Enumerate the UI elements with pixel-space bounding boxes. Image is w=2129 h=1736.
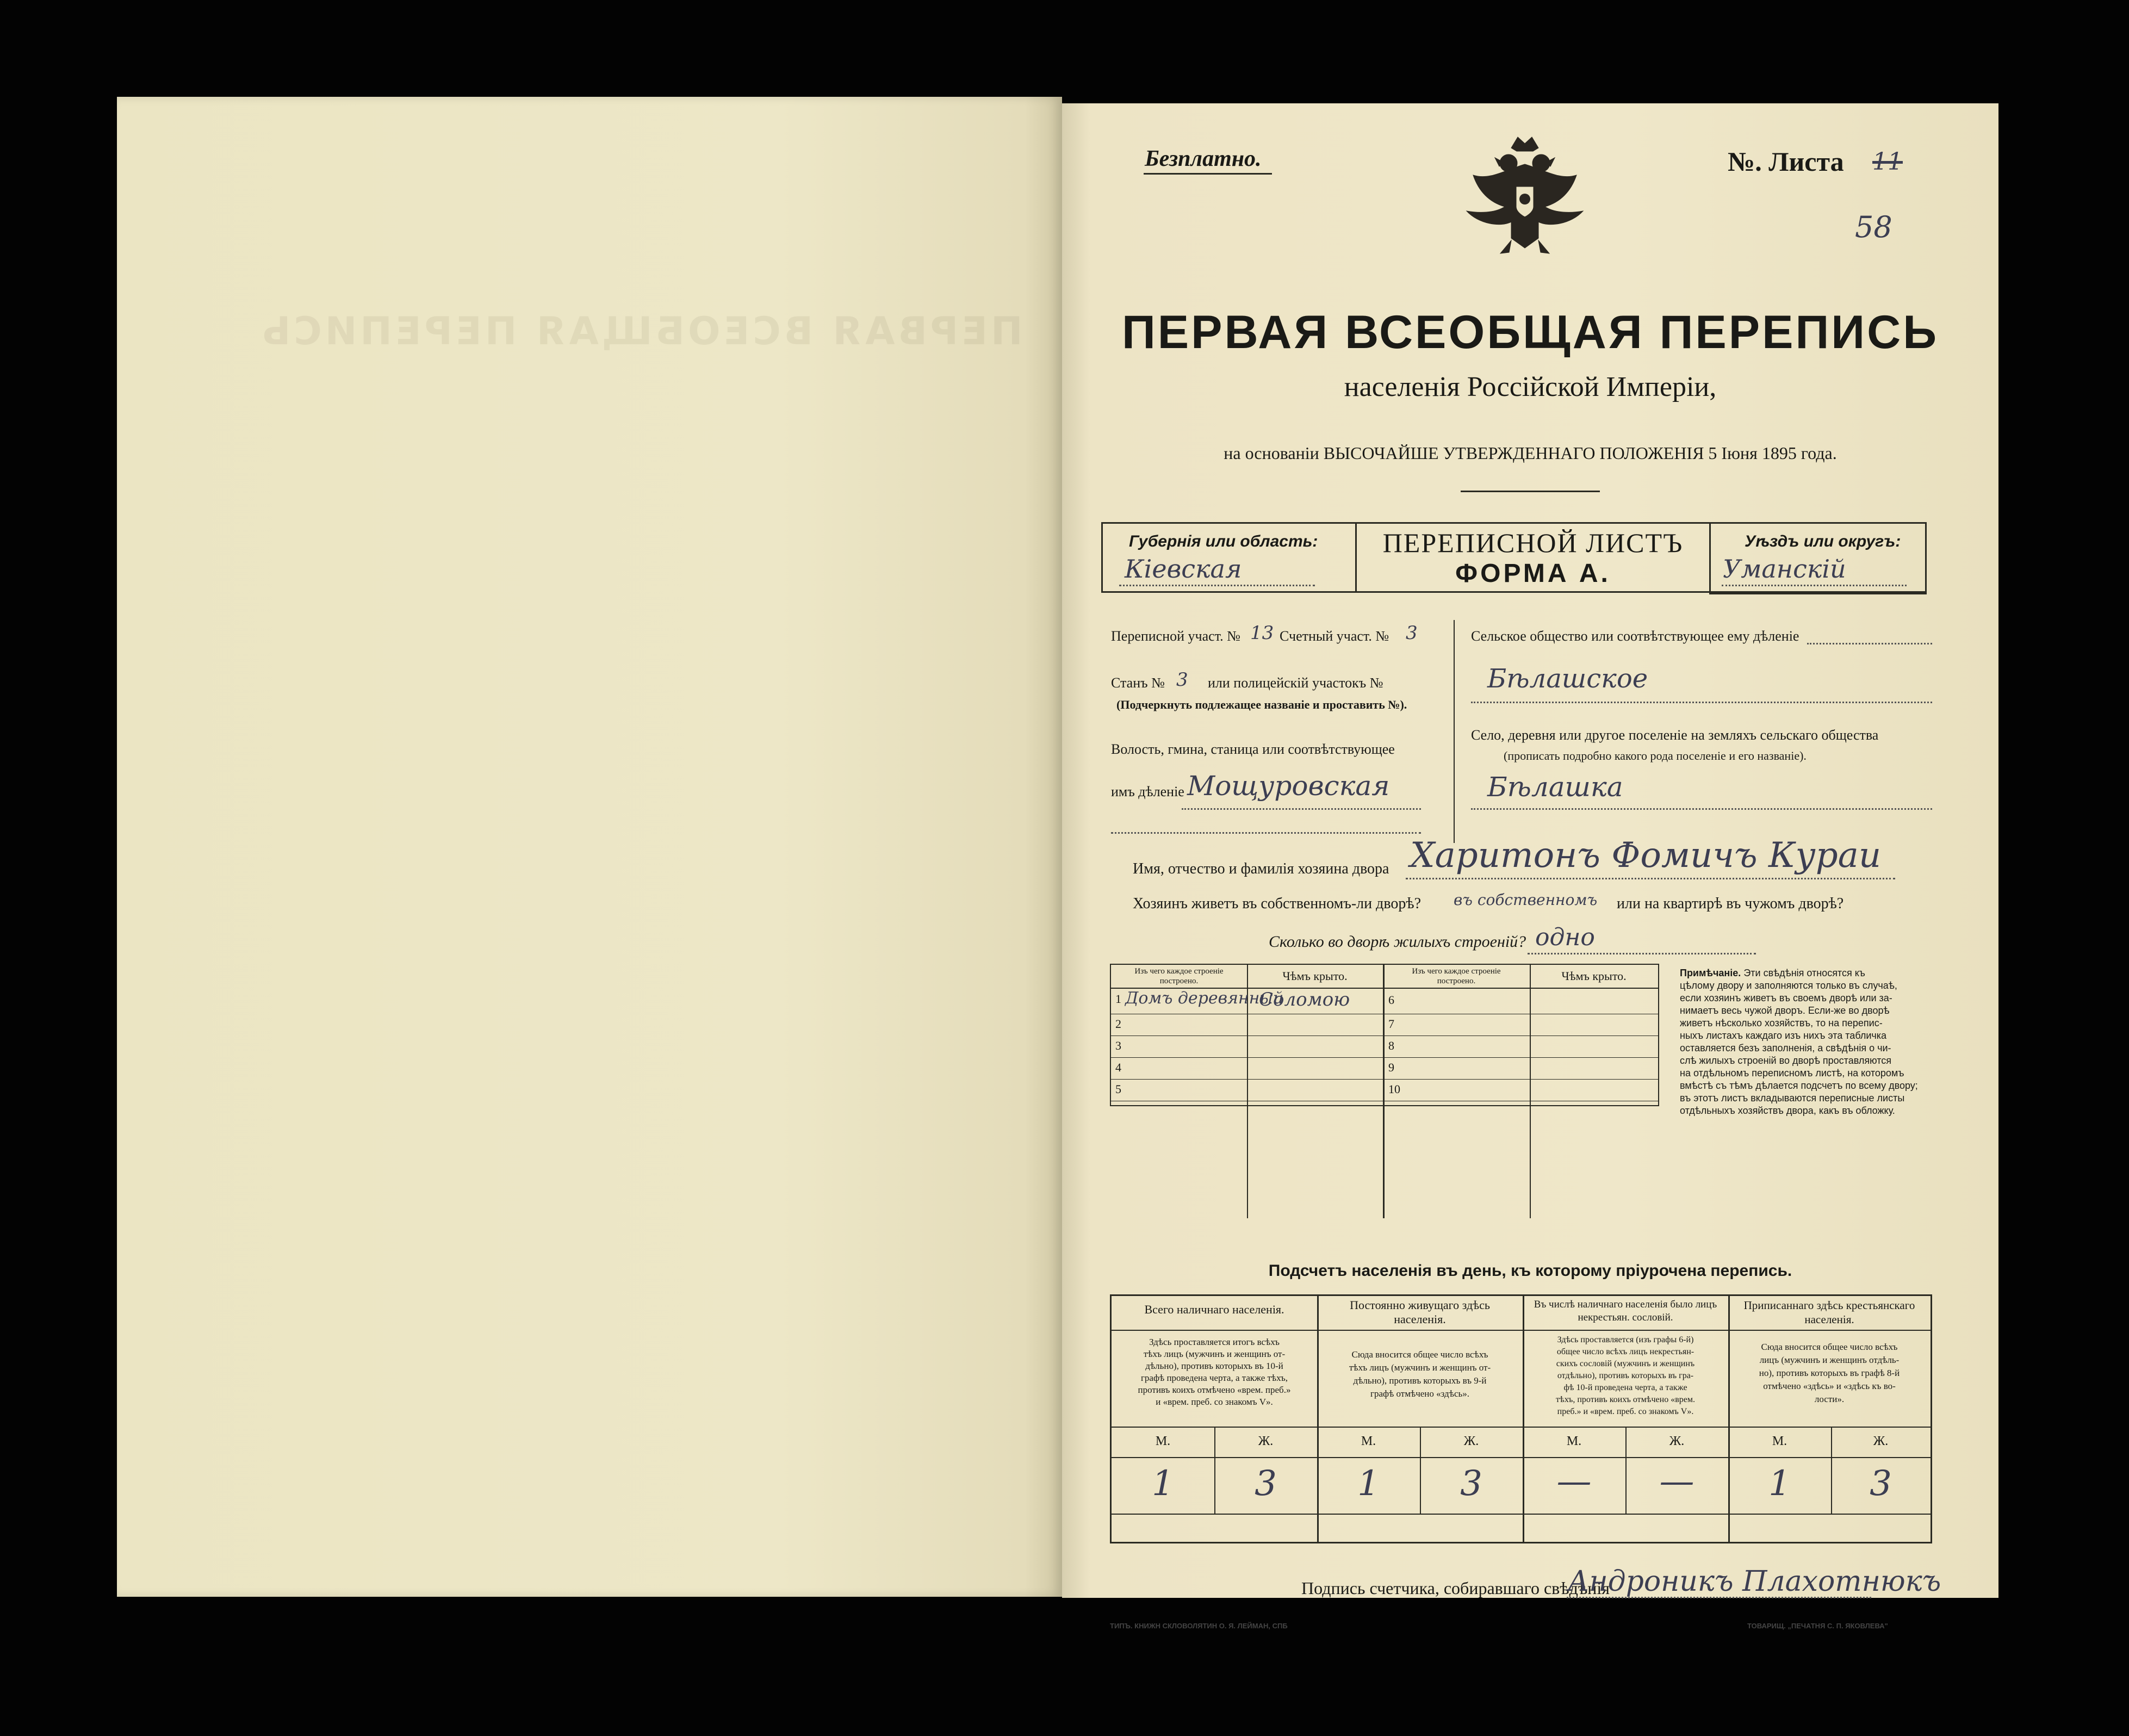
note-line: цѣлому двору и заполняются только въ случаѣ,	[1680, 980, 1897, 991]
pt-desc-line: тѣхъ, противъ коихъ отмѣчено «врем.	[1556, 1395, 1695, 1404]
stan-label: Станъ №	[1111, 675, 1165, 691]
free-label-underline	[1144, 173, 1272, 175]
pt-col-3-zh-value: —	[1659, 1461, 1694, 1502]
fields-column-divider	[1454, 620, 1455, 843]
pt-col-divider	[1317, 1296, 1319, 1542]
form-title-line2: ФОРМА А.	[1455, 559, 1611, 588]
volost-label: Волость, гмина, станица или соотвѣтствующее	[1111, 741, 1395, 757]
note-line: нимаетъ весь чужой дворъ. Если-же во дворѣ	[1680, 1005, 1890, 1016]
bt-row-1-roof: Соломою	[1259, 989, 1350, 1010]
buildings-table	[1110, 964, 1659, 1106]
free-label: Безплатно.	[1145, 146, 1262, 171]
gubernia-value: Кіевская	[1125, 554, 1242, 584]
note-label: Примѣчаніе.	[1680, 968, 1741, 978]
pt-desc-line: графѣ отмѣчено «здѣсь».	[1370, 1388, 1469, 1399]
police-label: или полицейскій участокъ №	[1208, 675, 1383, 691]
census-subtitle: населенія Россійской Имперіи,	[1344, 371, 1717, 402]
imperial-eagle-emblem	[1457, 132, 1593, 260]
bt-row-number: 1	[1115, 992, 1121, 1006]
pt-desc-line: тѣхъ лицъ (мужчинъ и женщинъ от-	[1349, 1362, 1491, 1373]
pt-desc-line: Сюда вносится общее число всѣхъ	[1351, 1349, 1488, 1360]
bt-row-number-right: 9	[1388, 1061, 1394, 1074]
village-note: (прописать подробно какого рода поселеніе и его названіе).	[1504, 749, 1807, 762]
bt-row-rule	[1111, 1057, 1658, 1058]
census-form-page	[1062, 103, 1998, 1630]
sheet-number-handwritten: 58	[1855, 210, 1892, 244]
bt-row-number-right: 10	[1388, 1082, 1400, 1096]
society-value: Бѣлашское	[1487, 664, 1648, 694]
sheet-number-crossed: 11	[1872, 148, 1903, 176]
signature-dotted-line	[1567, 1597, 1871, 1598]
note-line: живетъ нѣсколько хозяйствъ, то на перепис-	[1680, 1018, 1883, 1028]
pt-col-3-m-value: —	[1556, 1461, 1592, 1502]
pt-zh-label: Ж.	[1258, 1434, 1274, 1448]
uezd-dotted-line	[1722, 585, 1907, 586]
bt-row-number-right: 8	[1388, 1039, 1394, 1052]
pt-desc-line: противъ коихъ отмѣчено «врем. преб.»	[1138, 1385, 1291, 1395]
header-bottom-rule	[1709, 593, 1927, 594]
bt-row-1-material: Домъ деревянный	[1125, 989, 1284, 1008]
census-basis-line: на основаніи ВЫСОЧАЙШЕ УТВЕРЖДЕННАГО ПОЛОЖЕНІЯ 5 Іюня 1895 года.	[1224, 443, 1837, 463]
volost-label-2: имъ дѣленіе	[1111, 784, 1184, 799]
society-label: Сельское общество или соотвѣтствующее ему дѣленіе	[1471, 628, 1799, 644]
bt-header-roof-right: Чѣмъ крыто.	[1561, 969, 1627, 983]
pt-zh-label: Ж.	[1669, 1434, 1685, 1448]
pt-desc-line: но), противъ которыхъ въ графѣ 8-й	[1759, 1368, 1900, 1378]
gubernia-label: Губернія или область:	[1129, 532, 1318, 550]
pt-col-divider	[1523, 1296, 1524, 1542]
bt-header-material-right: Изъ чего каждое строеніе построено.	[1412, 967, 1501, 985]
pt-desc-line: лости».	[1814, 1394, 1845, 1404]
volost-value: Мощуровская	[1187, 770, 1390, 802]
pt-col-3-header: Въ числѣ наличнаго населенія было лицъ некрестьян. сословій.	[1534, 1299, 1717, 1323]
left-page-blank	[117, 97, 1062, 1597]
society-dotted-line-2	[1471, 702, 1932, 703]
form-title-line1: ПЕРЕПИСНОЙ ЛИСТЪ	[1382, 528, 1684, 558]
ornamental-divider	[1461, 491, 1600, 492]
pt-m-label: М.	[1772, 1434, 1787, 1448]
uezd-label: Уѣздъ или округъ:	[1745, 532, 1901, 550]
apartment-label: или на квартирѣ въ чужомъ дворѣ?	[1617, 895, 1844, 912]
pt-zh-label: Ж.	[1873, 1434, 1889, 1448]
pt-m-label: М.	[1361, 1434, 1376, 1448]
population-table	[1110, 1294, 1932, 1543]
note-line: въ этотъ листъ вкладываются переписные листы	[1680, 1093, 1905, 1103]
pt-col-divider	[1728, 1296, 1730, 1542]
form-title-box	[1357, 522, 1709, 593]
village-label: Село, деревня или другое поселеніе на земляхъ сельскаго общества	[1471, 727, 1879, 743]
signature-label: Подпись счетчика, собиравшаго свѣдѣнія	[1301, 1578, 1610, 1598]
note-line: отдѣльныхъ хозяйствъ двора, какъ въ обложку.	[1680, 1105, 1895, 1116]
pt-col-1-header: Всего наличнаго населенія.	[1144, 1303, 1284, 1316]
pt-desc-line: фѣ 10-й проведена черта, а также	[1563, 1383, 1687, 1392]
pt-desc-line: скихъ сословій (мужчинъ и женщинъ	[1556, 1359, 1695, 1368]
pt-desc-line: дѣльно), противъ которыхъ въ 10-й	[1145, 1361, 1283, 1371]
buildings-count-value: одно	[1535, 923, 1595, 951]
gubernia-box	[1101, 522, 1357, 593]
pt-desc-line: Здѣсь проставляется итогъ всѣхъ	[1149, 1337, 1280, 1347]
count-value: 3	[1406, 622, 1418, 644]
pt-desc-line: дѣльно), противъ которыхъ въ 9-й	[1353, 1375, 1487, 1386]
pt-desc-line: общее число всѣхъ лицъ некрестьян-	[1556, 1347, 1694, 1356]
bt-col-divider-2	[1383, 965, 1385, 1218]
printer-right: ТОВАРИЩ. „ПЕЧАТНЯ С. П. ЯКОВЛЕВА"	[1747, 1622, 1888, 1630]
pt-desc-line: Здѣсь проставляется (изъ графы 6-й)	[1557, 1335, 1694, 1344]
pt-m-label: М.	[1566, 1434, 1582, 1448]
pt-m-label: М.	[1155, 1434, 1171, 1448]
bt-header-material-left: Изъ чего каждое строеніе построено.	[1134, 967, 1224, 985]
owner-name-dotted-line	[1406, 878, 1895, 879]
pt-col-4-desc	[1728, 1341, 1931, 1406]
pt-desc-line: Сюда вносится общее число всѣхъ	[1761, 1342, 1898, 1352]
underline-note: (Подчеркнуть подлежащее названіе и проставить №).	[1116, 698, 1407, 711]
pt-col-2-desc	[1317, 1348, 1523, 1400]
note-line: на отдѣльномъ переписномъ листѣ, на которомъ	[1680, 1068, 1904, 1078]
bt-row-number: 4	[1115, 1061, 1121, 1074]
pt-desc-line: тѣхъ лицъ (мужчинъ и женщинъ от-	[1143, 1349, 1286, 1359]
pt-desc-rule	[1112, 1427, 1931, 1428]
bt-col-divider-3	[1530, 965, 1531, 1218]
buildings-count-dotted-line	[1528, 953, 1756, 954]
pt-col-2-header: Постоянно живущаго здѣсь населенія.	[1350, 1298, 1490, 1326]
bt-row-number-right: 6	[1388, 993, 1394, 1007]
village-value: Бѣлашка	[1487, 771, 1623, 803]
note-block	[1680, 967, 1935, 1117]
printer-left: ТИПЪ. КНИЖН СКЛОВОЛЯТИН О. Я. ЛЕЙМАН, СПБ	[1110, 1622, 1288, 1630]
pt-col-2-m-value: 1	[1357, 1464, 1380, 1504]
uezd-value: Уманскій	[1723, 554, 1846, 584]
owner-lives-value: въ собственномъ	[1454, 891, 1598, 909]
pt-desc-line: и «врем. преб. со знакомъ V».	[1156, 1397, 1273, 1407]
pt-col-2-zh-value: 3	[1460, 1464, 1482, 1504]
village-dotted-line	[1471, 808, 1932, 810]
volost-dotted-line	[1182, 808, 1421, 810]
census-main-title: ПЕРВАЯ ВСЕОБЩАЯ ПЕРЕПИСЬ	[1121, 306, 1939, 358]
note-line: вмѣстѣ съ тѣмъ дѣлается подсчетъ по всему двору;	[1680, 1080, 1918, 1091]
pt-desc-line: графѣ проведена черта, а также тѣхъ,	[1140, 1373, 1288, 1383]
bt-row-number: 3	[1115, 1039, 1121, 1052]
pt-desc-line: отдѣльно), противъ которыхъ въ гра-	[1557, 1371, 1694, 1380]
pt-desc-line: преб.» и «врем. преб. со знакомъ V».	[1557, 1407, 1694, 1416]
pt-header-rule	[1112, 1330, 1931, 1331]
bt-row-number-right: 7	[1388, 1017, 1394, 1031]
stan-value: 3	[1176, 669, 1188, 691]
bt-row-rule	[1111, 1079, 1658, 1080]
district-value: 13	[1250, 622, 1274, 644]
pt-col-4-m-value: 1	[1768, 1464, 1791, 1504]
society-dotted-line	[1807, 643, 1932, 644]
note-line: Эти свѣдѣнія относятся къ	[1743, 968, 1865, 978]
pt-col-4-header: Приписаннаго здѣсь крестьянскаго населенія.	[1743, 1299, 1915, 1326]
population-title: Подсчетъ населенія въ день, къ которому пріурочена перепись.	[1268, 1262, 1792, 1280]
pt-desc-line: лицъ (мужчинъ и женщинъ отдѣль-	[1759, 1355, 1900, 1365]
pt-desc-line: отмѣчено «здѣсь» и «здѣсь къ во-	[1763, 1381, 1896, 1391]
pt-col-1-m-value: 1	[1152, 1464, 1174, 1504]
owner-lives-label: Хозяинъ живетъ въ собственномъ-ли дворѣ?	[1133, 895, 1422, 912]
note-line: если хозяинъ живетъ въ своемъ дворѣ или за-	[1680, 993, 1892, 1003]
uezd-box	[1709, 522, 1927, 593]
bleed-through-title: ПЕРВАЯ ВСЕОБЩАЯ ПЕРЕПИСЬ	[258, 309, 1023, 354]
bt-row-number: 2	[1115, 1017, 1121, 1031]
buildings-count-label: Сколько во дворѣ жилыхъ строеній?	[1269, 933, 1526, 951]
pt-col-1-desc	[1112, 1336, 1317, 1408]
bt-row-number: 5	[1115, 1082, 1121, 1096]
owner-name-label: Имя, отчество и фамилія хозяина двора	[1133, 860, 1389, 877]
pt-zh-label: Ж.	[1463, 1434, 1479, 1448]
pt-col-3-desc	[1523, 1334, 1728, 1418]
district-label: Переписной участ. №	[1111, 628, 1240, 644]
pt-value-rule	[1112, 1514, 1931, 1515]
pt-col-1-zh-value: 3	[1255, 1464, 1277, 1504]
bt-header-roof-left: Чѣмъ крыто.	[1282, 969, 1348, 983]
owner-name-value: Харитонъ Фомичъ Кураи	[1410, 835, 1882, 876]
sheet-number-label: №. Листа	[1728, 146, 1844, 177]
gubernia-dotted-line	[1119, 585, 1315, 586]
signature-value: Андроникъ Плахотнюкъ	[1568, 1565, 1941, 1598]
count-label: Счетный участ. №	[1280, 628, 1389, 644]
pt-mzh-rule	[1112, 1457, 1931, 1458]
volost-dotted-line-2	[1111, 832, 1421, 834]
note-line: ныхъ листахъ каждаго изъ нихъ эта табличка	[1680, 1030, 1887, 1041]
note-line: оставляется безъ заполненія, а свѣдѣнія о чи-	[1680, 1043, 1891, 1053]
pt-col-4-zh-value: 3	[1870, 1464, 1892, 1504]
note-line: слѣ жилыхъ строеній во дворѣ проставляются	[1680, 1055, 1891, 1066]
